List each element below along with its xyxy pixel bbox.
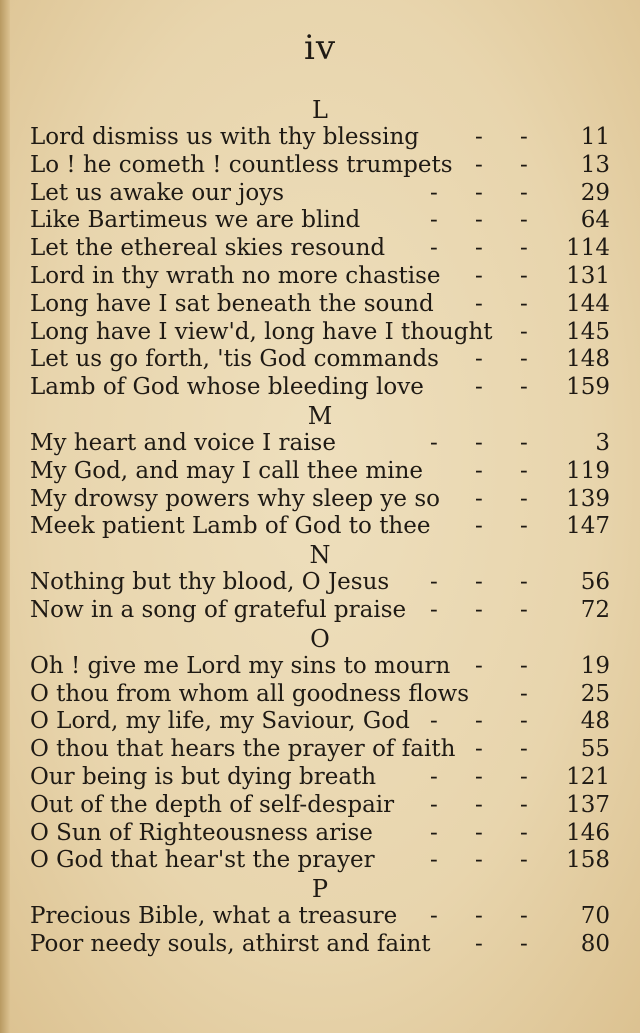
page-number: 64 xyxy=(580,207,610,234)
leader-dash: - xyxy=(430,819,438,846)
page-number: 145 xyxy=(566,318,610,345)
index-entry xyxy=(0,124,640,152)
leader-dash: - xyxy=(475,930,483,957)
hymn-title: O thou from whom all goodness flows xyxy=(30,680,470,707)
page-number: 144 xyxy=(566,290,610,317)
hymn-title: Like Bartimeus we are blind xyxy=(30,207,361,234)
leader-dash: - xyxy=(430,903,438,930)
leader-dash: - xyxy=(475,151,483,178)
hymn-title: O Lord, my life, my Saviour, God xyxy=(30,708,410,735)
hymn-title: Lo ! he cometh ! countless trumpets xyxy=(30,151,453,178)
leader-dash: - xyxy=(520,151,528,178)
index-entry xyxy=(0,903,640,931)
leader-dash: - xyxy=(520,930,528,957)
hymn-title: Let the ethereal skies resound xyxy=(30,235,386,262)
index-entry xyxy=(0,180,640,208)
leader-dash: - xyxy=(520,763,528,790)
leader-dash: - xyxy=(520,262,528,289)
leader-dash: - xyxy=(520,290,528,317)
leader-dash: - xyxy=(430,596,438,623)
leader-dash: - xyxy=(520,819,528,846)
page-number: 56 xyxy=(580,569,610,596)
hymn-title: O Sun of Righteousness arise xyxy=(30,819,373,846)
page-number: 121 xyxy=(566,763,610,790)
leader-dash: - xyxy=(520,513,528,540)
leader-dash: - xyxy=(520,708,528,735)
index-entry xyxy=(0,736,640,764)
section-letter: M xyxy=(307,401,333,430)
hymn-title: O thou that hears the prayer of faith xyxy=(30,736,456,763)
leader-dash: - xyxy=(520,457,528,484)
page-number: 55 xyxy=(580,736,610,763)
index-entry xyxy=(0,653,640,681)
page-number: 119 xyxy=(566,457,610,484)
leader-dash: - xyxy=(475,429,483,456)
page-number: 131 xyxy=(566,262,610,289)
leader-dash: - xyxy=(520,429,528,456)
page-number: 19 xyxy=(580,652,610,679)
page-number: 137 xyxy=(566,791,610,818)
leader-dash: - xyxy=(430,207,438,234)
index-entry xyxy=(0,764,640,792)
index-entry xyxy=(0,486,640,514)
leader-dash: - xyxy=(475,708,483,735)
page-number: 13 xyxy=(580,151,610,178)
hymn-title: Let us awake our joys xyxy=(30,179,285,206)
leader-dash: - xyxy=(520,124,528,150)
leader-dash: - xyxy=(475,262,483,289)
leader-dash: - xyxy=(520,652,528,679)
index-entry xyxy=(0,513,640,541)
leader-dash: - xyxy=(430,763,438,790)
index-entry xyxy=(0,291,640,319)
hymn-title: O God that hear'st the prayer xyxy=(30,847,375,874)
leader-dash: - xyxy=(520,569,528,596)
index-entry xyxy=(0,374,640,402)
leader-dash: - xyxy=(430,708,438,735)
page-number: 25 xyxy=(580,680,610,707)
leader-dash: - xyxy=(475,763,483,790)
leader-dash: - xyxy=(475,903,483,930)
leader-dash: - xyxy=(430,569,438,596)
leader-dash: - xyxy=(520,235,528,262)
leader-dash: - xyxy=(475,457,483,484)
page-number: 114 xyxy=(566,235,610,262)
hymn-title: My God, and may I call thee mine xyxy=(30,457,423,484)
hymn-title: Now in a song of grateful praise xyxy=(30,596,407,623)
section-letter: L xyxy=(312,96,328,124)
hymn-title: Meek patient Lamb of God to thee xyxy=(30,513,431,540)
leader-dash: - xyxy=(475,652,483,679)
page-number-header: iv xyxy=(303,28,337,68)
page-number: 147 xyxy=(566,513,610,540)
leader-dash: - xyxy=(475,346,483,373)
hymn-title: Lamb of God whose bleeding love xyxy=(30,374,424,401)
leader-dash: - xyxy=(520,346,528,373)
leader-dash: - xyxy=(475,847,483,874)
page-number: 158 xyxy=(566,847,610,874)
leader-dash: - xyxy=(475,235,483,262)
leader-dash: - xyxy=(520,318,528,345)
index-entry xyxy=(0,569,640,597)
index-entry xyxy=(0,235,640,263)
index-entry xyxy=(0,792,640,820)
hymn-title: Out of the depth of self-despair xyxy=(30,791,395,818)
leader-dash: - xyxy=(520,485,528,512)
leader-dash: - xyxy=(475,290,483,317)
leader-dash: - xyxy=(520,791,528,818)
page-number: 146 xyxy=(566,819,610,846)
leader-dash: - xyxy=(430,791,438,818)
index-entry xyxy=(0,681,640,709)
leader-dash: - xyxy=(520,374,528,401)
page-number: 48 xyxy=(580,708,610,735)
index-entry xyxy=(0,207,640,235)
hymn-title: Precious Bible, what a treasure xyxy=(30,903,398,930)
leader-dash: - xyxy=(475,569,483,596)
index-entry xyxy=(0,931,640,959)
leader-dash: - xyxy=(430,429,438,456)
index-entry xyxy=(0,597,640,625)
leader-dash: - xyxy=(430,847,438,874)
leader-dash: - xyxy=(430,235,438,262)
hymn-title: Lord in thy wrath no more chastise xyxy=(30,262,441,289)
page-number: 3 xyxy=(595,429,610,456)
page-number: 148 xyxy=(566,346,610,373)
leader-dash: - xyxy=(475,374,483,401)
leader-dash: - xyxy=(475,207,483,234)
page-number: 80 xyxy=(580,930,610,957)
leader-dash: - xyxy=(520,736,528,763)
leader-dash: - xyxy=(520,847,528,874)
page-number: 72 xyxy=(580,596,610,623)
hymn-title: Nothing but thy blood, O Jesus xyxy=(30,569,390,596)
index-entry xyxy=(0,430,640,458)
leader-dash: - xyxy=(475,736,483,763)
page-number: 70 xyxy=(580,903,610,930)
hymn-title: Let us go forth, 'tis God commands xyxy=(30,346,439,373)
section-letter: P xyxy=(311,875,329,904)
index-entry xyxy=(0,152,640,180)
section-letter: N xyxy=(309,541,331,570)
leader-dash: - xyxy=(475,791,483,818)
page-number: 29 xyxy=(580,179,610,206)
hymn-title: Lord dismiss us with thy blessing xyxy=(30,124,420,150)
leader-dash: - xyxy=(475,179,483,206)
index-entry xyxy=(0,458,640,486)
index-entry xyxy=(0,346,640,374)
page-number: 139 xyxy=(566,485,610,512)
page-number: 11 xyxy=(580,124,610,150)
leader-dash: - xyxy=(520,680,528,707)
leader-dash: - xyxy=(430,179,438,206)
hymn-index-list xyxy=(0,96,640,959)
leader-dash: - xyxy=(475,485,483,512)
hymn-title: Our being is but dying breath xyxy=(30,763,377,790)
leader-dash: - xyxy=(520,596,528,623)
leader-dash: - xyxy=(520,903,528,930)
hymn-title: Long have I sat beneath the sound xyxy=(30,290,434,317)
index-entry xyxy=(0,847,640,875)
hymn-title: Oh ! give me Lord my sins to mourn xyxy=(30,652,451,679)
section-letter: O xyxy=(310,624,330,653)
hymn-title: My drowsy powers why sleep ye so xyxy=(30,485,440,512)
hymn-title: Long have I view'd, long have I thought xyxy=(30,318,493,345)
hymn-title: Poor needy souls, athirst and faint xyxy=(30,930,431,957)
index-entry xyxy=(0,263,640,291)
leader-dash: - xyxy=(475,124,483,150)
leader-dash: - xyxy=(475,513,483,540)
leader-dash: - xyxy=(475,819,483,846)
leader-dash: - xyxy=(520,179,528,206)
index-entry xyxy=(0,319,640,347)
leader-dash: - xyxy=(475,596,483,623)
page-number: 159 xyxy=(566,374,610,401)
index-entry xyxy=(0,708,640,736)
leader-dash: - xyxy=(520,207,528,234)
hymn-title: My heart and voice I raise xyxy=(30,429,336,456)
index-entry xyxy=(0,820,640,848)
